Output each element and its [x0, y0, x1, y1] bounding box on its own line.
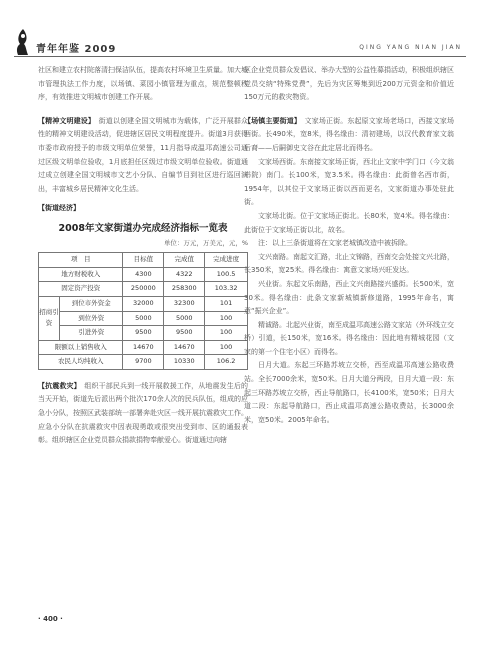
relief-text: 组织干部民兵到一线开展救援工作，从地震发生后的当天开始，街道先后派出两个批次170余人次的民兵队伍，组成的应急小分队，按照区武装部统一部署奔赴灾区一线开展抗震救灾工作。应急小分队在抗震救灾中因表现勇敢或很突出受到市、区的通报表彰。组织辖区企业党员群众捐款捐物奉献爱心。街道通过向辖: [38, 381, 249, 445]
table-cell: 100: [205, 326, 248, 341]
table-cell: 100: [205, 311, 248, 326]
street-entry: 文家场北街。位于文家场正街北。长80米，宽4米。得名缘由：此街位于文家场正街以北，故名。: [244, 211, 454, 234]
table-cell: 14670: [164, 340, 205, 355]
table-cell: 9500: [164, 326, 205, 341]
table-row: [39, 355, 248, 370]
street-entry: 文家场西街。东南接文家场正街，西北止文家中学门口（今文翁书院）南门。长100米，宽3.5米。得名缘由：此街曾名西市街，1954年，以其位于文家场正街以西而更名，文家街道办事处驻此街。: [244, 157, 454, 207]
yearbook-title: 青年年鉴 2009: [36, 44, 117, 55]
table-row: [39, 267, 248, 282]
street-entry: 文家场正街。东起原文家场老场口，西接文家场西街。长490米，宽8米，得名缘由：清初建场，以汉代教育家文翁后裔——后嗣御史文谷在此定居北而得名。: [244, 116, 455, 152]
table-cell: 14670: [123, 340, 164, 355]
table-cell: 9700: [123, 355, 164, 370]
table-header-cell: 完成进度: [205, 253, 248, 268]
street-entry: 日月大道。东起三环路苏坡立交桥，西至成温邛高速公路收费站。全长7000余米，宽50米。日月大道分两段，日月大道一段：东起三环路苏坡立交桥，西止导航路口，长4100米，宽50米；日月大道二段：东起导航路口，西止成温邛高速公路收费站，长3000余米，宽50米。2005年命名。: [244, 361, 454, 424]
table-cell: 258300: [164, 282, 205, 297]
page-number: · 400 ·: [38, 615, 63, 623]
table-cell: 固定资产投资: [39, 282, 123, 297]
streets-paragraph: [244, 115, 454, 156]
section-label-relief: 【抗震救灾】: [38, 381, 78, 390]
table-header-cell: 项 目: [39, 253, 123, 268]
header-rule: [14, 56, 466, 57]
table-row: [39, 326, 248, 341]
section-label-economy: 【街道经济】: [38, 204, 80, 213]
table-row: [39, 296, 248, 311]
table-cell: 农民人均纯收入: [39, 355, 123, 370]
table-row: [39, 282, 248, 297]
table-header-cell: 完成值: [164, 253, 205, 268]
table-cell: 100: [205, 340, 248, 355]
civilization-text: 街道以创建全国文明城市为载体，广泛开展群众性的精神文明建设活动，促进辖区居民文明程度提升。街道3月获得市委市政府授予的市级文明单位荣誉，11月指导成温邛高速公司通过区级文明单位验收，1月底担任区级过市级文明单位验收。街道通过成立创建全国文明城市文艺小分队、自编节目到社区进行巡回演出，丰富城乡居民精神文化生活。: [38, 116, 249, 193]
table-cell: 106.2: [205, 355, 248, 370]
economy-table: [38, 252, 248, 370]
relief-paragraph: [38, 380, 248, 448]
table-row: [39, 340, 248, 355]
table-cell: 5000: [123, 311, 164, 326]
street-entry: 文兴南路。南起文汇路，北止文锦路，西南交会处接文兴北路，长350米，宽25米。得名缘由：寓意文家场兴旺发达。: [244, 252, 454, 275]
table-row: [39, 311, 248, 326]
table-cell: 5000: [164, 311, 205, 326]
table-cell: 32300: [164, 296, 205, 311]
yearbook-logo-icon: [14, 28, 32, 56]
street-entry: 兴业街。东起文乐南路，西止文兴南路接兴盛街。长500米，宽30米。得名缘由：此条文家新城镇新修道路，1995年命名，寓意“振兴企业”。: [244, 279, 454, 316]
section-label-streets: 【场镇主要街道】: [244, 116, 298, 125]
table-cell: 32000: [123, 296, 164, 311]
section-label-civilization: 【精神文明建设】: [38, 116, 92, 125]
street-entry: 精诚路。北起兴业街，南至成温邛高速公路文家站（外环线立交桥）引道，长150米，宽16米。得名缘由：因此地有精城花园（文家的第一个住宅小区）而得名。: [244, 320, 454, 356]
table-cell: 101: [205, 296, 248, 311]
table-cell: 到位市外资金: [60, 296, 123, 311]
table-cell: 引进外资: [60, 326, 123, 341]
table-cell: 到位外资: [60, 311, 123, 326]
table-cell: 10330: [164, 355, 205, 370]
left-column: [38, 64, 248, 448]
civilization-paragraph: [38, 115, 248, 197]
table-cell: 4322: [164, 267, 205, 282]
table-cell: 地方财税收入: [39, 267, 123, 282]
table-header-cell: 目标值: [123, 253, 164, 268]
table-title: 2008年文家街道办完成经济指标一览表: [58, 222, 228, 234]
header-pinyin: QING YANG NIAN JIAN: [359, 44, 462, 51]
table-cell: 限额以上销售收入: [39, 340, 123, 355]
table-cell: 250000: [123, 282, 164, 297]
table-unit: 单位：万元，万美元，元，%: [163, 238, 248, 247]
table-merged-cell: 招商引资: [39, 296, 60, 340]
table-cell: 4300: [123, 267, 164, 282]
table-header-row: [39, 253, 248, 268]
street-note: 注：以上三条街道将在文家老城镇改造中被拆除。: [258, 239, 412, 248]
table-cell: 103.32: [205, 282, 248, 297]
right-column: [244, 64, 454, 427]
table-cell: 100.5: [205, 267, 248, 282]
left-intro-paragraph: 社区和建立农村院落清扫保洁队伍，提高农村环境卫生质量。加大城市管理执法工作力度，以场镇、菜园小镇管理为重点，规范整顿秩序，有效推进文明城市创建工作开展。: [38, 66, 248, 102]
right-intro-paragraph: 区企业党员群众发倡议、举办大型的公益性募捐活动，积极组织辖区党员交纳“特殊党费”，先后为灾区筹集到近200万元资金和价值近150万元的救灾物资。: [244, 66, 454, 102]
page-header: [0, 0, 480, 62]
table-cell: 9500: [123, 326, 164, 341]
